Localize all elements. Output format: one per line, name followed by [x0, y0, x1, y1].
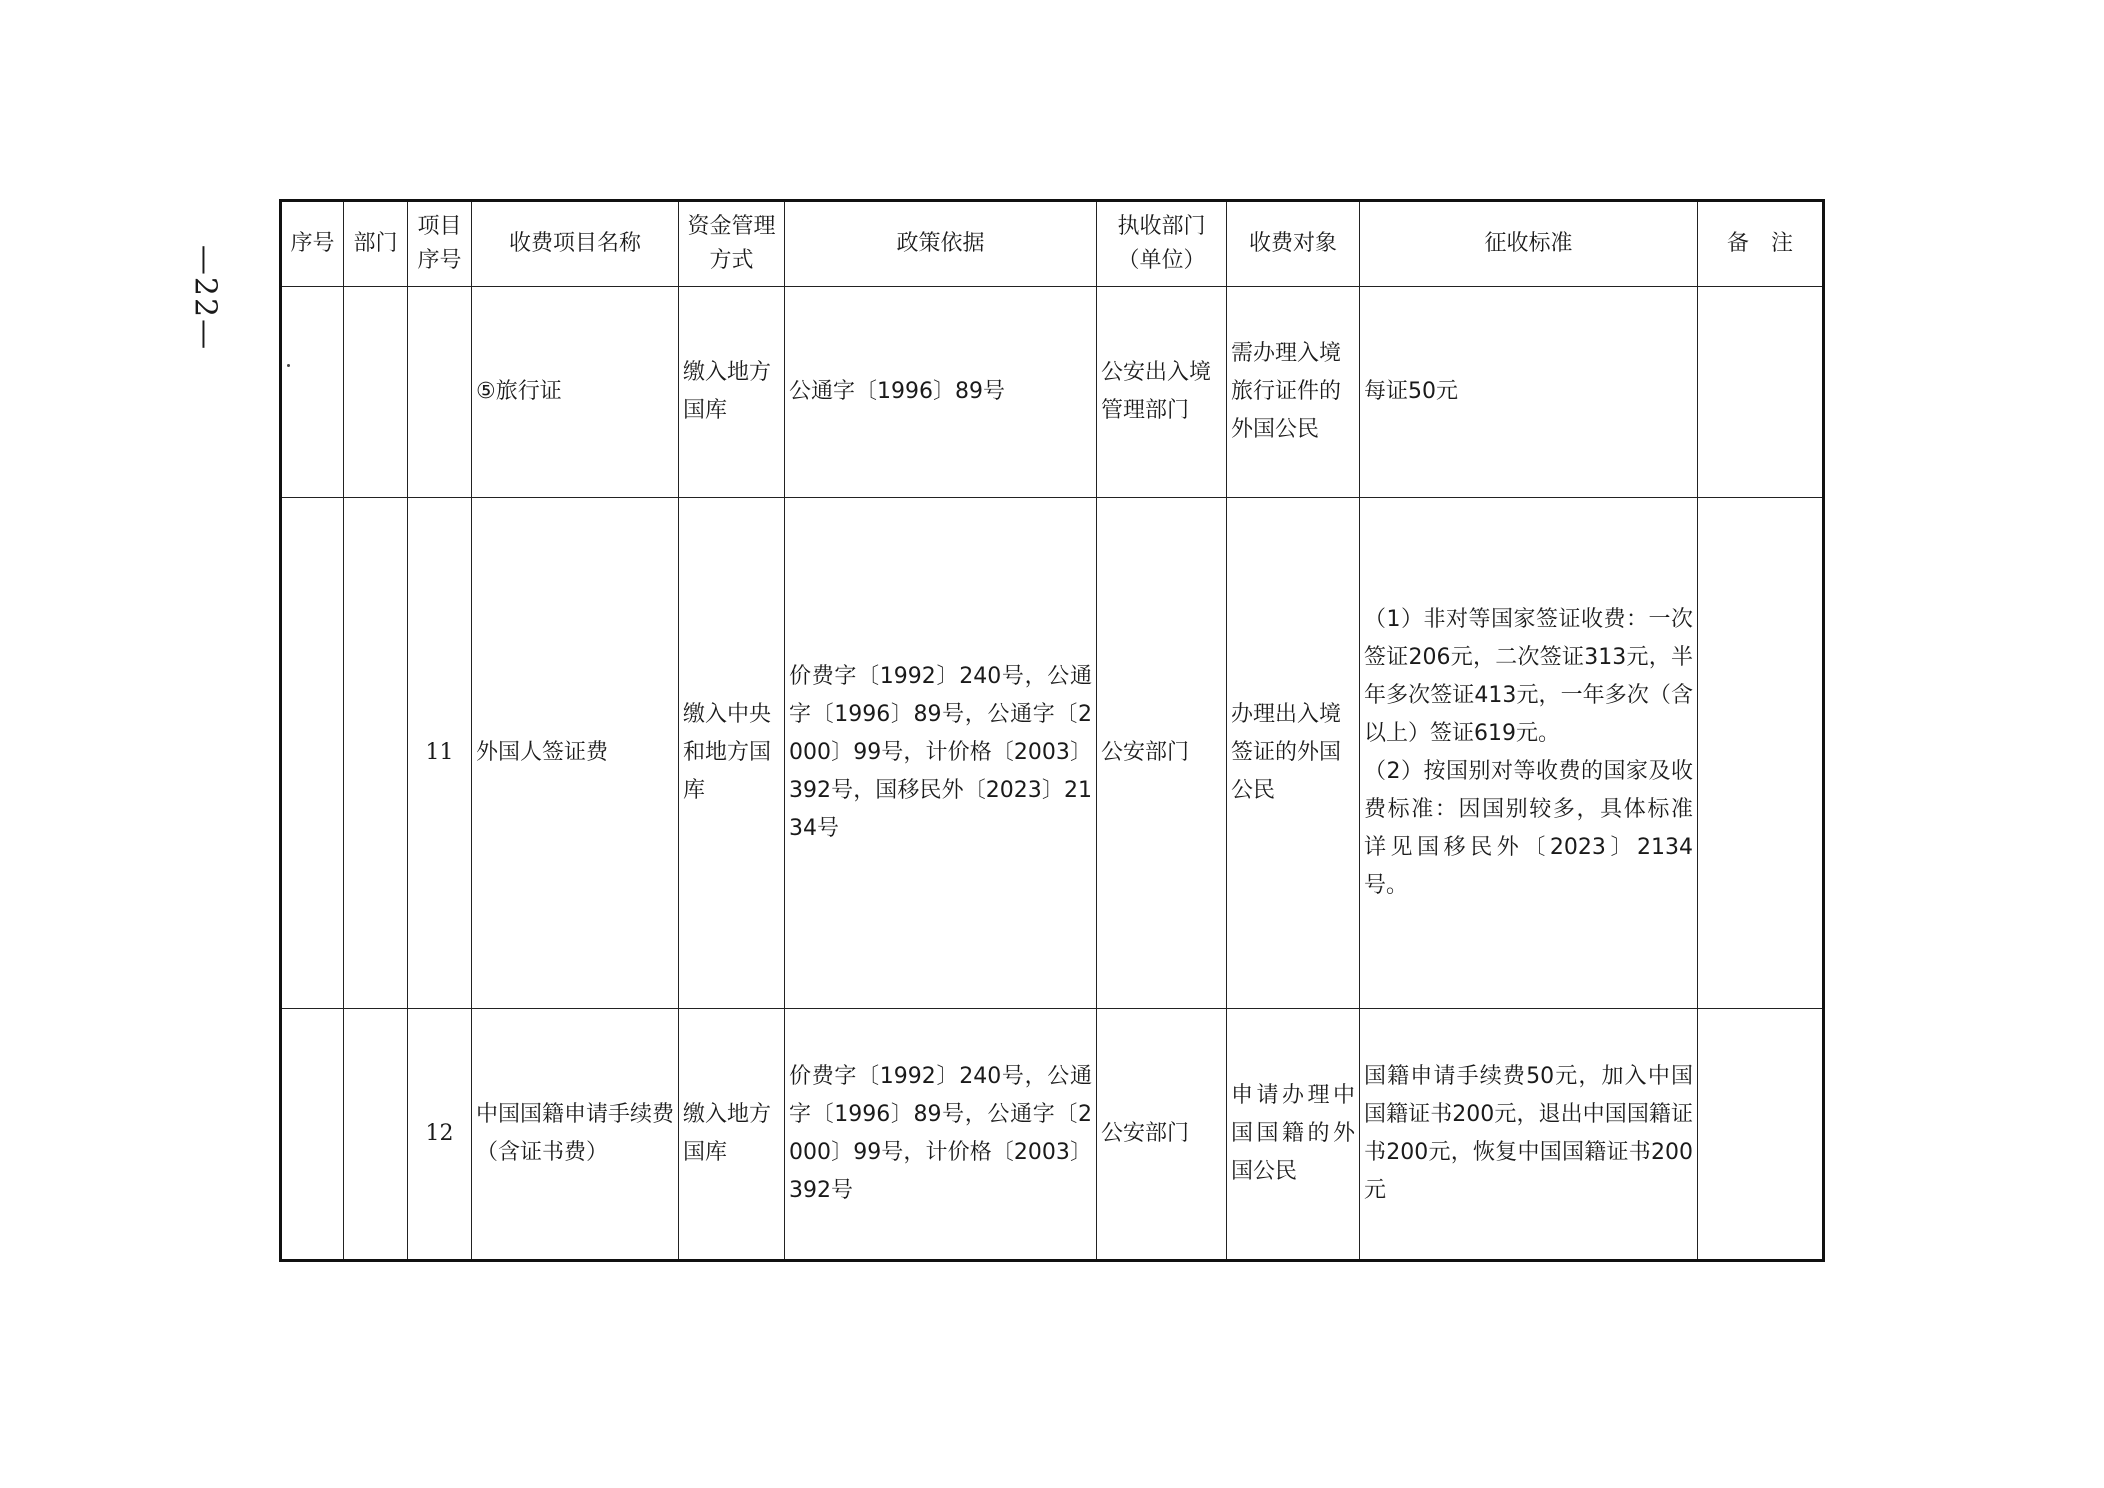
cell-dept — [344, 287, 408, 498]
cell-remarks — [1698, 498, 1824, 1009]
cell-collector: 公安部门 — [1097, 1009, 1227, 1261]
page-number: —22— — [187, 244, 223, 352]
cell-item-seq: 12 — [408, 1009, 472, 1261]
cell-seq — [281, 498, 344, 1009]
cell-dept — [344, 498, 408, 1009]
standard-line-2: （2）按国别对等收费的国家及收费标准：因国别较多，具体标准详见国移民外〔2023〕2134号。 — [1364, 759, 1693, 898]
cell-fund-mgmt: 缴入地方国库 — [679, 1009, 785, 1261]
header-standard: 征收标准 — [1360, 201, 1698, 287]
cell-item-seq: 11 — [408, 498, 472, 1009]
header-remarks: 备 注 — [1698, 201, 1824, 287]
standard-line-1: （1）非对等国家签证收费：一次签证206元，二次签证313元，半年多次签证413元，一年多次（含以上）签证619元。 — [1364, 607, 1693, 746]
cell-standard: 每证50元 — [1360, 287, 1698, 498]
header-row — [281, 201, 1824, 287]
table-row — [281, 1009, 1824, 1261]
cell-payer: 申请办理中国国籍的外国公民 — [1227, 1009, 1360, 1261]
cell-standard — [1360, 498, 1698, 1009]
cell-item-seq — [408, 287, 472, 498]
cell-remarks — [1698, 1009, 1824, 1261]
header-payer: 收费对象 — [1227, 201, 1360, 287]
cell-collector: 公安出入境管理部门 — [1097, 287, 1227, 498]
cell-standard: 国籍申请手续费50元，加入中国国籍证书200元，退出中国国籍证书200元，恢复中国国籍证书200元 — [1360, 1009, 1698, 1261]
header-fund-mgmt: 资金管理方式 — [679, 201, 785, 287]
table-row — [281, 498, 1824, 1009]
cell-payer: 办理出入境签证的外国公民 — [1227, 498, 1360, 1009]
header-policy: 政策依据 — [785, 201, 1097, 287]
cell-remarks — [1698, 287, 1824, 498]
cell-fee-name: 外国人签证费 — [472, 498, 679, 1009]
cell-policy: 价费字〔1992〕240号，公通字〔1996〕89号，公通字〔2000〕99号，计价格〔2003〕392号 — [785, 1009, 1097, 1261]
cell-dept — [344, 1009, 408, 1261]
cell-collector: 公安部门 — [1097, 498, 1227, 1009]
table-row — [281, 287, 1824, 498]
cell-policy: 价费字〔1992〕240号，公通字〔1996〕89号，公通字〔2000〕99号，计价格〔2003〕392号，国移民外〔2023〕2134号 — [785, 498, 1097, 1009]
cell-seq — [281, 287, 344, 498]
header-collector: 执收部门（单位） — [1097, 201, 1227, 287]
header-dept: 部门 — [344, 201, 408, 287]
cell-fund-mgmt: 缴入地方国库 — [679, 287, 785, 498]
cell-seq — [281, 1009, 344, 1261]
cell-fee-name: ⑤旅行证 — [472, 287, 679, 498]
cell-fee-name: 中国国籍申请手续费（含证书费） — [472, 1009, 679, 1261]
cell-fund-mgmt: 缴入中央和地方国库 — [679, 498, 785, 1009]
fee-table — [279, 199, 1825, 1262]
header-fee-name: 收费项目名称 — [472, 201, 679, 287]
header-item-seq: 项目序号 — [408, 201, 472, 287]
cell-policy: 公通字〔1996〕89号 — [785, 287, 1097, 498]
header-seq: 序号 — [281, 201, 344, 287]
cell-payer: 需办理入境旅行证件的外国公民 — [1227, 287, 1360, 498]
